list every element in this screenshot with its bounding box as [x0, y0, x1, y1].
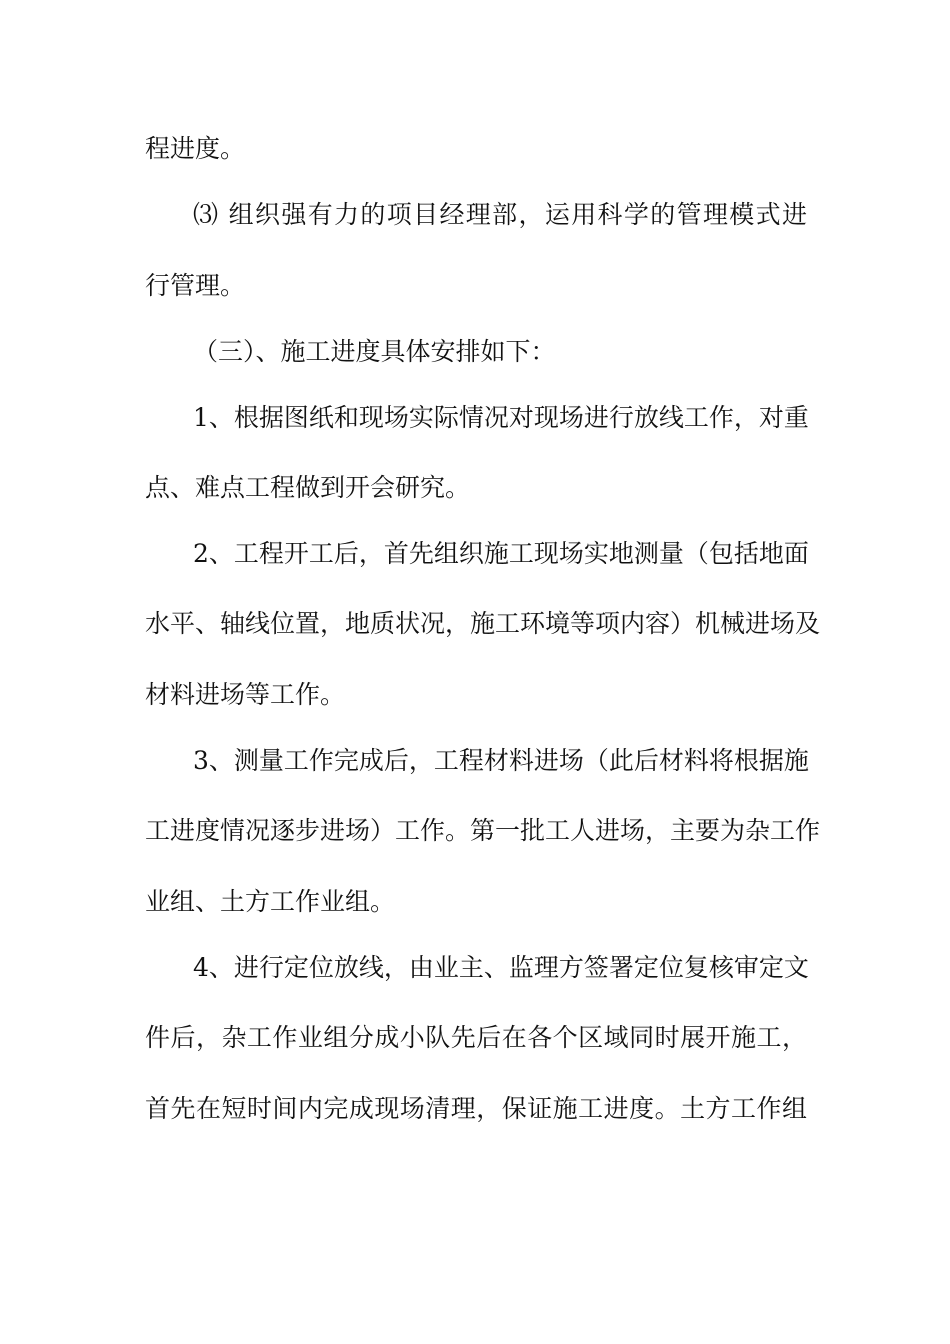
text-line: 材料进场等工作。: [145, 680, 346, 709]
text-line: 水平、轴线位置，地质状况，施工环境等项内容）机械进场及: [145, 609, 821, 638]
text-line: 行管理。: [145, 271, 246, 300]
item-2-start: 2、工程开工后，首先组织施工现场实地测量（包括地面: [193, 539, 809, 568]
section-heading: （三）、施工进度具体安排如下：: [193, 337, 556, 366]
text-line: 工进度情况逐步进场）工作。第一批工人进场，主要为杂工作: [145, 816, 821, 845]
item-1-start: 1、根据图纸和现场实际情况对现场进行放线工作，对重: [193, 403, 809, 432]
text-line: 首先在短时间内完成现场清理，保证施工进度。土方工作组: [145, 1094, 807, 1123]
text-line: 业组、土方工作业组。: [145, 887, 396, 916]
item-4-start: 4、进行定位放线，由业主、监理方签署定位复核审定文: [193, 953, 809, 982]
paragraph-3-start: ⑶ 组织强有力的项目经理部，运用科学的管理模式进: [193, 200, 807, 229]
item-3-start: 3、测量工作完成后，工程材料进场（此后材料将根据施: [193, 746, 809, 775]
text-line: 件后，杂工作业组分成小队先后在各个区域同时展开施工，: [145, 1023, 807, 1052]
text-line: 程进度。: [145, 134, 246, 163]
text-line: 点、难点工程做到开会研究。: [145, 473, 471, 502]
